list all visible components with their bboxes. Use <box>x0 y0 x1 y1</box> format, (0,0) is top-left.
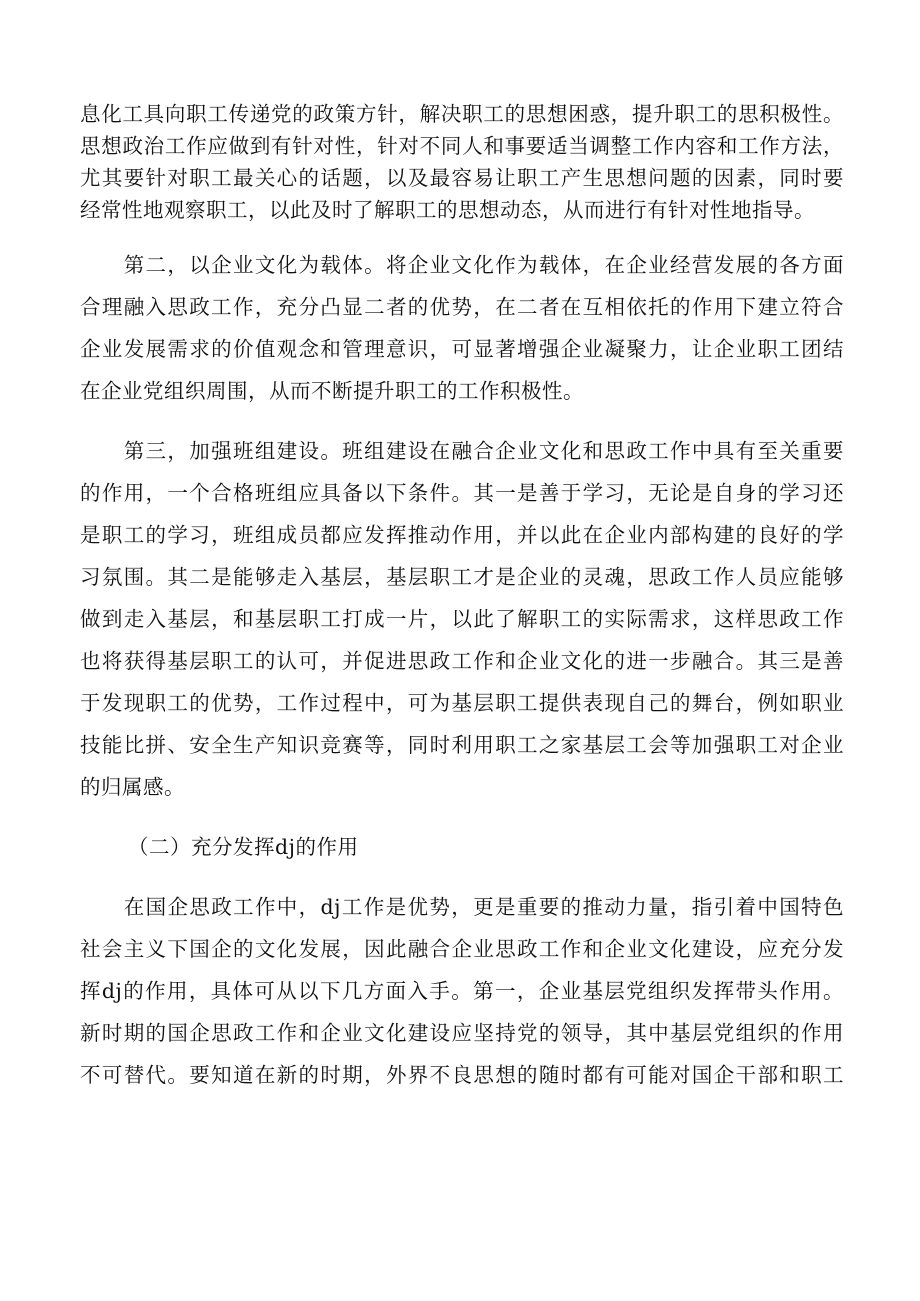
text-line: 挥dj的作用，具体可从以下几方面入手。第一，企业基层党组织发挥带头作用。 <box>80 979 844 1003</box>
text-line: 第二，以企业文化为载体。将企业文化作为载体，在企业经营发展的各方面 <box>80 253 844 277</box>
section-heading-text: （二）充分发挥dj的作用 <box>128 835 359 859</box>
paragraph-fourth <box>80 886 844 1096</box>
text-line: 是职工的学习，班组成员都应发挥推动作用，并以此在企业内部构建的良好的学 <box>80 523 844 547</box>
text-line: 技能比拼、安全生产知识竞赛等，同时利用职工之家基层工会等加强职工对企业 <box>80 733 844 757</box>
text-line: 经常性地观察职工，以此及时了解职工的思想动态，从而进行有针对性地指导。 <box>80 198 815 222</box>
text-line: 社会主义下国企的文化发展，因此融合企业思政工作和企业文化建设，应充分发 <box>80 937 844 961</box>
paragraph-continuation <box>80 98 844 226</box>
paragraph-spacer <box>80 226 844 244</box>
paragraph-second <box>80 244 844 412</box>
text-line: 合理融入思政工作，充分凸显二者的优势，在二者在互相依托的作用下建立符合 <box>80 295 844 319</box>
text-line: 息化工具向职工传递党的政策方针，解决职工的思想困惑，提升职工的思积极性。 <box>80 102 844 126</box>
text-line: 也将获得基层职工的认可，并促进思政工作和企业文化的进一步融合。其三是善 <box>80 649 844 673</box>
text-line: 在企业党组织周围，从而不断提升职工的工作积极性。 <box>80 379 584 403</box>
text-line: 做到走入基层，和基层职工打成一片，以此了解职工的实际需求，这样思政工作 <box>80 607 844 631</box>
text-line: 习氛围。其二是能够走入基层，基层职工才是企业的灵魂，思政工作人员应能够 <box>80 565 844 589</box>
text-line: 第三，加强班组建设。班组建设在融合企业文化和思政工作中具有至关重要 <box>80 439 844 463</box>
text-line: 企业发展需求的价值观念和管理意识，可显著增强企业凝聚力，让企业职工团结 <box>80 337 844 361</box>
text-line: 思想政治工作应做到有针对性，针对不同人和事要适当调整工作内容和工作方法， <box>80 134 844 158</box>
text-line: 的作用，一个合格班组应具备以下条件。其一是善于学习，无论是自身的学习还 <box>80 481 844 505</box>
text-line: 不可替代。要知道在新的时期，外界不良思想的随时都有可能对国企干部和职工 <box>80 1063 844 1087</box>
section-heading <box>80 826 844 868</box>
text-line: 尤其要针对职工最关心的话题，以及最容易让职工产生思想问题的因素，同时要 <box>80 166 844 190</box>
paragraph-spacer <box>80 868 844 886</box>
text-line: 的归属感。 <box>80 775 185 799</box>
text-line: 在国企思政工作中，dj工作是优势，更是重要的推动力量，指引着中国特色 <box>80 895 844 919</box>
document-page <box>80 98 844 1096</box>
text-line: 新时期的国企思政工作和企业文化建设应坚持党的领导，其中基层党组织的作用 <box>80 1021 844 1045</box>
paragraph-spacer <box>80 412 844 430</box>
paragraph-third <box>80 430 844 808</box>
paragraph-spacer <box>80 808 844 826</box>
text-line: 于发现职工的优势，工作过程中，可为基层职工提供表现自己的舞台，例如职业 <box>80 691 844 715</box>
